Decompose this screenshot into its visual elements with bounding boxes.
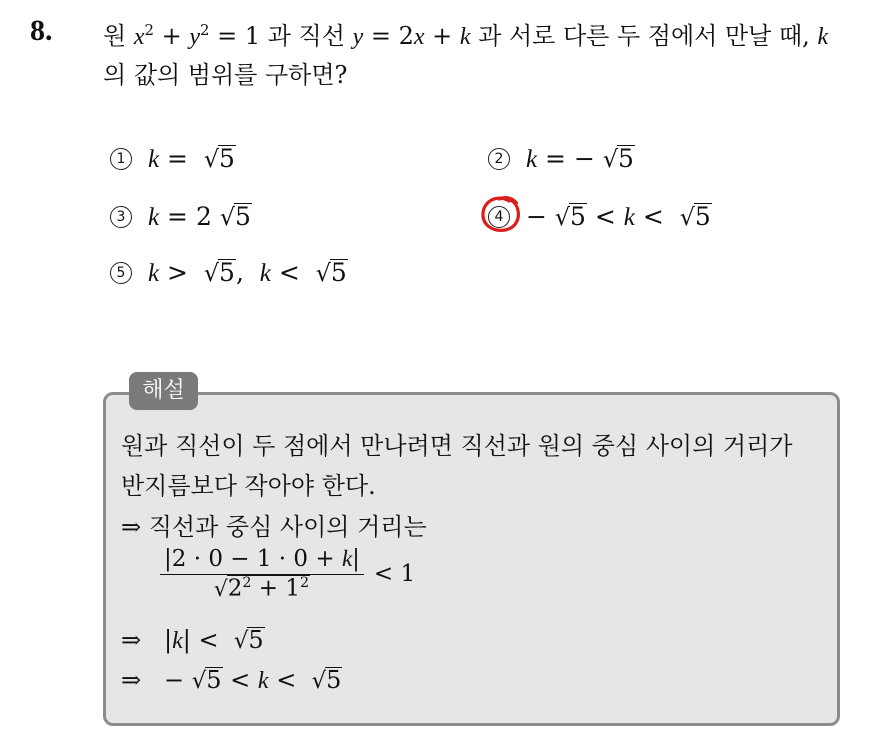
distance-fraction bbox=[160, 545, 415, 603]
choice-number-2: 2 bbox=[488, 148, 510, 170]
question-text-line-word: 과 직선 bbox=[267, 22, 345, 50]
question-line-1 bbox=[103, 16, 828, 51]
choice-number-3: 3 bbox=[110, 206, 132, 228]
choice-5[interactable] bbox=[110, 258, 348, 288]
choice-4[interactable] bbox=[488, 202, 712, 232]
choice-2[interactable] bbox=[488, 144, 635, 174]
solution-line-5: ⇒ |k| < √5 bbox=[121, 626, 264, 654]
choice-3[interactable] bbox=[110, 202, 252, 232]
choice-number-1: 1 bbox=[110, 148, 132, 170]
solution-line-3: ⇒ 직선과 중심 사이의 거리는 bbox=[121, 513, 427, 541]
fraction-denominator: $√2^2 + 1^2$ bbox=[213, 574, 310, 602]
choice-4-math: − √5 < k < √5 bbox=[526, 202, 711, 231]
solution-tab-label: 해설 bbox=[129, 372, 198, 410]
question-number: 8. bbox=[30, 14, 53, 47]
fraction-numerator: |2 · 0 − 1 · 0 + k| bbox=[164, 546, 360, 572]
circle-equation: $x^2 + y^2 = 1$ bbox=[133, 21, 261, 50]
fraction-rhs: < 1 bbox=[373, 561, 416, 588]
question-line-2: 의 값의 범위를 구하면? bbox=[103, 61, 348, 89]
line-equation: y = 2x + k bbox=[352, 22, 471, 50]
question-text-condition: 과 서로 다른 두 점에서 만날 때, bbox=[478, 22, 810, 50]
choice-2-math: k = − √5 bbox=[526, 144, 634, 173]
choice-number-4: 4 bbox=[488, 206, 510, 228]
choice-1-math: k = √5 bbox=[148, 144, 235, 173]
solution-line-6: ⇒ − √5 < k < √5 bbox=[121, 666, 342, 694]
choice-number-5: 5 bbox=[110, 262, 132, 284]
solution-line-1: 원과 직선이 두 점에서 만나려면 직선과 원의 중심 사이의 거리가 bbox=[121, 432, 793, 460]
variable-k: k bbox=[817, 24, 829, 50]
solution-line-2: 반지름보다 작아야 한다. bbox=[121, 472, 376, 500]
question-text-circle-word: 원 bbox=[103, 22, 127, 50]
choice-5-math: k > √5, k < √5 bbox=[148, 258, 347, 287]
choice-3-math: k = 2 √5 bbox=[148, 202, 251, 231]
choice-1[interactable] bbox=[110, 144, 236, 174]
